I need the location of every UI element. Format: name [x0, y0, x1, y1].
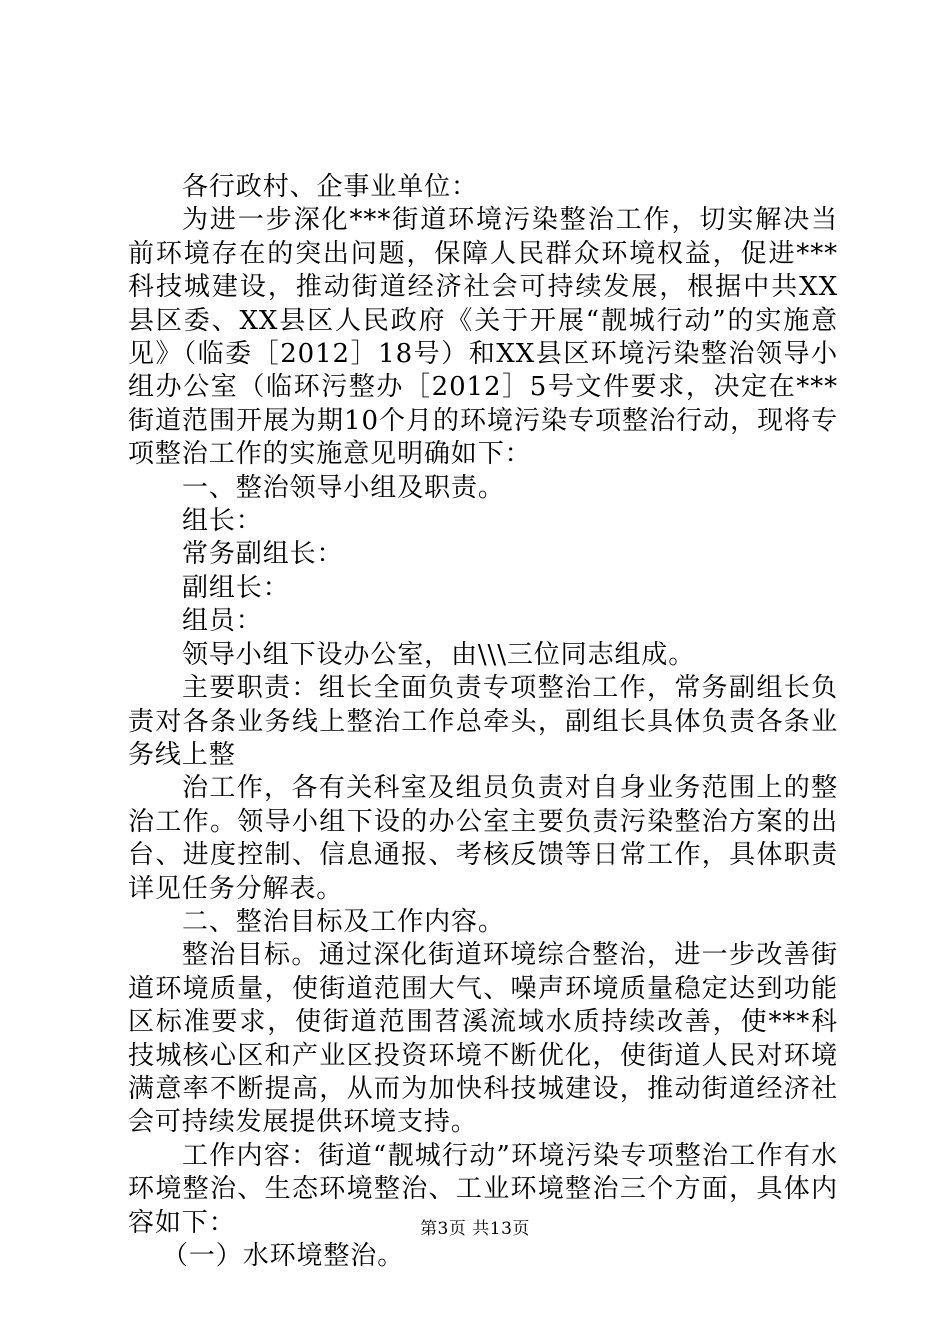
page-indicator: 第3页 共13页 — [420, 1219, 530, 1239]
document-body — [128, 171, 838, 1273]
work-content-paragraph: 工作内容：街道“靓城行动”环境污染专项整治工作有水环境整治、生态环境整治、工业环境整治三个方面，具体内容如下： — [128, 1140, 838, 1238]
goals-paragraph: 整治目标。通过深化街道环境综合整治，进一步改善街道环境质量，使街道范围大气、噪声环境质量稳定达到功能区标准要求，使街道范围苕溪流域水质持续改善，使***科技城核心区和产业区投资环境不断优化，使街道人民对环境满意率不断提高，从而为加快科技城建设，推动街道经济社会可持续发展提供环境支持。 — [128, 940, 838, 1138]
office-setup-paragraph: 领导小组下设办公室，由\\\三位同志组成。 — [182, 639, 696, 670]
group-members-line: 组员： — [182, 606, 263, 637]
deputy-leader-line: 副组长： — [182, 572, 290, 603]
section-heading-2: 二、整治目标及工作内容。 — [182, 906, 505, 937]
executive-deputy-leader-line: 常务副组长： — [182, 539, 344, 570]
responsibilities-paragraph: 主要职责：组长全面负责专项整治工作，常务副组长负责对各条业务线上整治工作总牵头，副组长具体负责各条业务线上整 — [128, 673, 838, 770]
responsibilities-continued-paragraph: 治工作，各有关科室及组员负责对自身业务范围上的整治工作。领导小组下设的办公室主要负责污染整治方案的出台、进度控制、信息通报、考核反馈等日常工作，具体职责详见任务分解表。 — [128, 773, 838, 904]
salutation: 各行政村、企事业单位： — [182, 172, 478, 202]
subsection-heading-water: （一）水环境整治。 — [162, 1241, 405, 1271]
section-heading-1: 一、整治领导小组及职责。 — [182, 472, 505, 503]
intro-paragraph: 为进一步深化***街道环境污染整治工作，切实解决当前环境存在的突出问题，保障人民群众环境权益，促进***科技城建设，推动街道经济社会可持续发展，根据中共XX县区委、XX县区人民政府《关于开展“靓城行动”的实施意见》（临委［2012］18号）和XX县区环境污染整治领导小组办公室（临环污整办［2012］5号文件要求，决定在***街道范围开展为期10个月的环境污染专项整治行动，现将专项整治工作的实施意见明确如下： — [128, 205, 838, 470]
group-leader-line: 组长： — [182, 506, 263, 537]
